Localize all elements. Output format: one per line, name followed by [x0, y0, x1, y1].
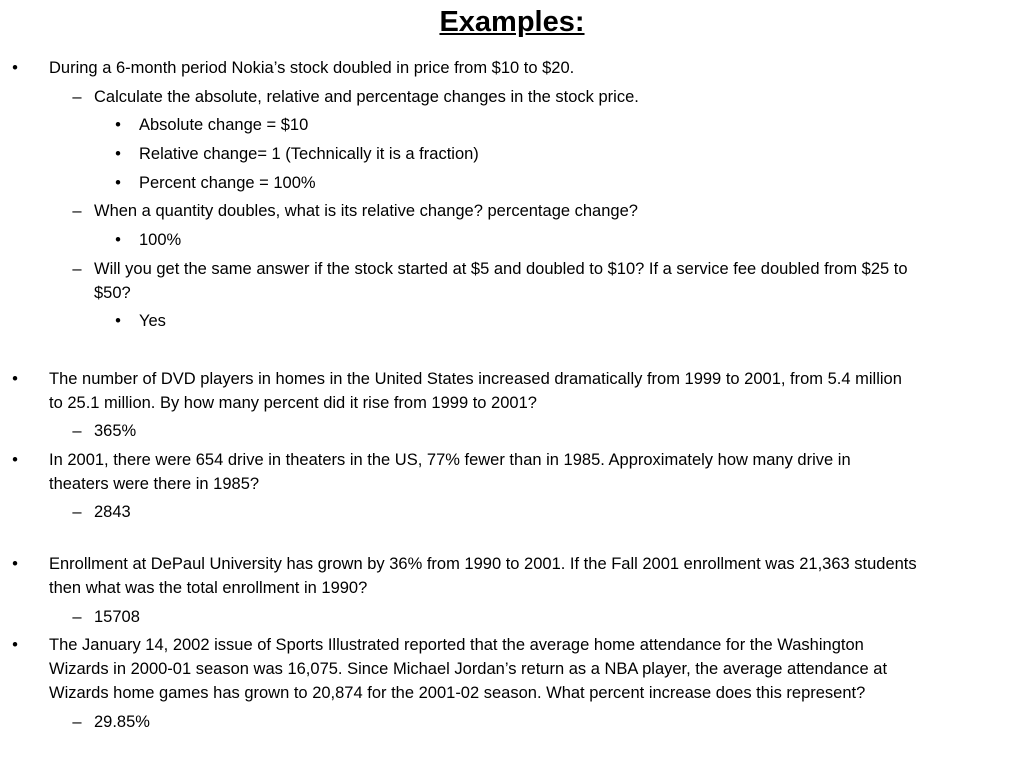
- sub-bullet-text: Calculate the absolute, relative and percentage changes in the stock price.: [94, 88, 639, 106]
- dash-icon: –: [72, 608, 82, 626]
- answer-text: 365%: [94, 422, 137, 440]
- bullet-text: The number of DVD players in homes in the United States increased dramatically from 1999 to 2001, from 5.4 million: [49, 370, 902, 388]
- bullet-text: Wizards in 2000-01 season was 16,075. Since Michael Jordan’s return as a NBA player, the average attendance at: [49, 660, 888, 678]
- answer-text: Absolute change = $10: [139, 116, 309, 134]
- answer-text: Relative change= 1 (Technically it is a fraction): [139, 145, 479, 163]
- bullet-icon: •: [12, 636, 18, 654]
- answer-text: Percent change = 100%: [139, 174, 316, 192]
- dash-icon: –: [72, 422, 82, 440]
- dash-icon: –: [72, 202, 82, 220]
- bullet-text: During a 6-month period Nokia’s stock doubled in price from $10 to $20.: [49, 59, 575, 77]
- sub-bullet-text: $50?: [94, 284, 131, 302]
- answer-text: 29.85%: [94, 713, 150, 731]
- bullet-text: The January 14, 2002 issue of Sports Illustrated reported that the average home attendance for the Washington: [49, 636, 864, 654]
- answer-text: Yes: [139, 312, 166, 330]
- dash-icon: –: [72, 88, 82, 106]
- bullet-icon: •: [12, 370, 18, 388]
- bullet-icon: •: [12, 59, 18, 77]
- bullet-icon: •: [115, 312, 121, 330]
- bullet-icon: •: [12, 451, 18, 469]
- bullet-icon: •: [115, 174, 121, 192]
- bullet-text: In 2001, there were 654 drive in theaters in the US, 77% fewer than in 1985. Approximately how many drive in: [49, 451, 851, 469]
- answer-text: 2843: [94, 503, 131, 521]
- sub-bullet-text: Will you get the same answer if the stock started at $5 and doubled to $10? If a service fee doubled from $25 to: [94, 260, 908, 278]
- bullet-icon: •: [115, 231, 121, 249]
- bullet-text: then what was the total enrollment in 1990?: [49, 579, 368, 597]
- bullet-icon: •: [115, 116, 121, 134]
- answer-text: 100%: [139, 231, 182, 249]
- bullet-text: to 25.1 million. By how many percent did it rise from 1999 to 2001?: [49, 394, 537, 412]
- bullet-icon: •: [115, 145, 121, 163]
- sub-bullet-text: When a quantity doubles, what is its relative change? percentage change?: [94, 202, 638, 220]
- bullet-icon: •: [12, 555, 18, 573]
- dash-icon: –: [72, 260, 82, 278]
- answer-text: 15708: [94, 608, 140, 626]
- bullet-text: Enrollment at DePaul University has grown by 36% from 1990 to 2001. If the Fall 2001 enrollment was 21,363 students: [49, 555, 917, 573]
- slide-title: Examples:: [439, 6, 585, 38]
- bullet-text: Wizards home games has grown to 20,874 for the 2001-02 season. What percent increase does this represent?: [49, 684, 866, 702]
- dash-icon: –: [72, 503, 82, 521]
- dash-icon: –: [72, 713, 82, 731]
- bullet-text: theaters were there in 1985?: [49, 475, 260, 493]
